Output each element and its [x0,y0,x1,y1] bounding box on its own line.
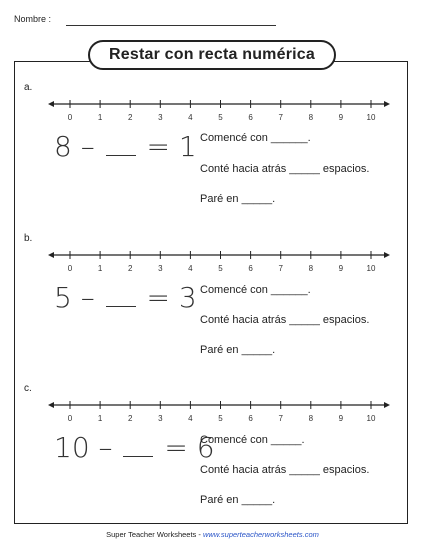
number-line-label: 2 [127,414,133,423]
minuend: 8 [54,130,72,163]
number-line-label: 8 [308,414,314,423]
equation [54,130,204,163]
number-line-label: 2 [127,113,133,122]
start-prompt: Comencé con ______. [200,284,311,296]
problem-letter: c. [24,383,32,394]
number-line-label: 8 [308,264,314,273]
number-line [44,245,394,275]
number-line-label: 3 [158,264,163,273]
number-line-label: 2 [127,264,133,273]
minuend: 5 [54,281,72,314]
number-line-label: 5 [218,113,223,122]
problem-c [14,383,408,533]
number-line-label: 6 [248,113,253,122]
minus-sign: – [80,281,95,314]
minuend: 10 [54,431,90,464]
number-line-label: 3 [158,113,163,122]
footer-url[interactable]: www.superteacherworksheets.com [202,530,319,539]
worksheet-title: Restar con recta numérica [88,40,336,70]
right-arrow-icon [384,101,390,107]
number-line-label: 7 [278,264,283,273]
number-line-label: 6 [248,264,253,273]
name-line [66,25,276,26]
answer-blank [106,288,136,307]
number-line-label: 7 [278,414,283,423]
number-line-label: 8 [308,113,314,122]
equals-sign: = [164,431,188,464]
start-prompt: Comencé con _____. [200,434,305,446]
equation [54,281,204,314]
number-line-label: 0 [67,414,73,423]
number-line-label: 9 [338,414,344,423]
problem-letter: a. [24,82,33,93]
number-line-label: 7 [278,113,283,122]
minus-sign: – [98,431,113,464]
number-line-label: 10 [366,113,376,122]
stop-prompt: Paré en _____. [200,193,276,205]
number-line-label: 1 [97,264,103,273]
result: 3 [178,281,197,314]
number-line-label: 10 [366,264,376,273]
number-line-label: 1 [97,113,103,122]
problem-b [14,233,408,383]
right-arrow-icon [384,402,390,408]
equals-sign: = [146,281,171,314]
footer [0,530,425,539]
number-line-label: 4 [188,264,193,273]
number-line-label: 5 [218,264,223,273]
count-prompt: Conté hacia atrás _____ espacios. [200,464,370,476]
number-line-label: 9 [338,113,344,122]
equals-sign: = [146,130,171,163]
number-line-label: 6 [248,414,253,423]
problem-a [14,82,408,232]
answer-blank [123,438,153,457]
right-arrow-icon [384,252,390,258]
number-line-label: 3 [158,414,163,423]
equation [54,431,215,464]
left-arrow-icon [48,402,54,408]
result: 6 [196,431,215,464]
number-line-label: 4 [188,414,193,423]
number-line-label: 4 [188,113,193,122]
stop-prompt: Paré en _____. [200,494,276,506]
answer-blank [106,137,136,156]
problem-letter: b. [24,233,33,244]
number-line-label: 9 [338,264,344,273]
number-line-label: 1 [97,414,103,423]
number-line [44,94,394,124]
number-line-label: 0 [67,113,73,122]
footer-text: Super Teacher Worksheets - [106,530,203,539]
left-arrow-icon [48,252,54,258]
left-arrow-icon [48,101,54,107]
start-prompt: Comencé con ______. [200,132,311,144]
result: 1 [178,130,197,163]
number-line-label: 10 [366,414,376,423]
number-line-label: 5 [218,414,223,423]
name-label: Nombre : [14,14,52,24]
number-line [44,395,394,425]
count-prompt: Conté hacia atrás _____ espacios. [200,163,370,175]
minus-sign: – [80,130,95,163]
stop-prompt: Paré en _____. [200,344,276,356]
count-prompt: Conté hacia atrás _____ espacios. [200,314,370,326]
number-line-label: 0 [67,264,73,273]
